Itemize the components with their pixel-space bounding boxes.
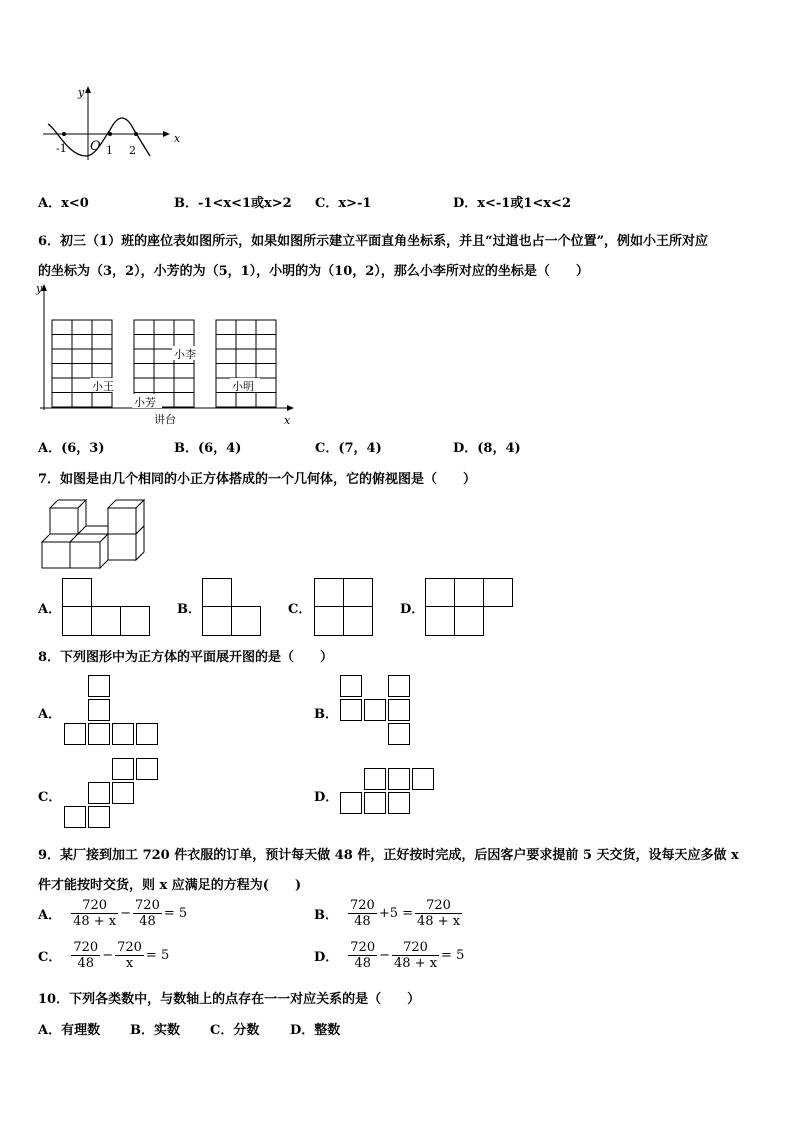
q9-c-operator: − bbox=[102, 948, 114, 963]
q8-option-d-label[interactable]: D． bbox=[314, 790, 339, 805]
q9-d-num2: 720 bbox=[392, 940, 439, 956]
seat-cell bbox=[92, 335, 112, 350]
q6-label-xiaoli: 小李 bbox=[174, 348, 196, 361]
seat-cell bbox=[256, 320, 276, 335]
q9-option-b[interactable] bbox=[314, 898, 462, 929]
seat-cell bbox=[72, 335, 92, 350]
seat-cell bbox=[72, 393, 92, 408]
q8-option-c-net[interactable] bbox=[64, 758, 164, 833]
q5-option-d[interactable]: D．x<-1或1<x<2 bbox=[453, 196, 571, 211]
q7-option-c-label[interactable]: C． bbox=[288, 602, 312, 617]
q9-a-rhs: = 5 bbox=[163, 906, 188, 921]
seat-cell bbox=[174, 378, 194, 393]
seat-cell bbox=[72, 349, 92, 364]
seat-cell bbox=[154, 335, 174, 350]
q8-option-b-net[interactable] bbox=[340, 675, 415, 750]
q9-c-fraction-2 bbox=[115, 940, 144, 971]
q6-x-label: x bbox=[284, 414, 291, 427]
q9-b-operator: +5 = bbox=[378, 906, 414, 921]
q9-a-fraction-1 bbox=[71, 898, 118, 929]
seat-cell bbox=[134, 364, 154, 379]
q7-option-b-label[interactable]: B． bbox=[177, 602, 201, 617]
q9-text-line2: 件才能按时交货，则 x 应满足的方程为( ) bbox=[38, 878, 302, 893]
q5-tick-neg1: -1 bbox=[56, 142, 67, 155]
seat-cell bbox=[216, 364, 236, 379]
q5-option-a[interactable]: A．x<0 bbox=[38, 196, 89, 211]
q7-option-c-figure[interactable] bbox=[314, 578, 374, 636]
seat-cell bbox=[92, 364, 112, 379]
q6-option-d[interactable]: D．(8，4) bbox=[453, 441, 521, 456]
q5-function-graph bbox=[38, 84, 188, 164]
q6-text-line2: 的坐标为（3，2），小芳的为（5，1），小明的为（10，2），那么小李所对应的坐标是（ ） bbox=[38, 264, 589, 279]
seat-cell bbox=[134, 320, 154, 335]
q9-d-operator: − bbox=[379, 948, 391, 963]
q5-option-c[interactable]: C．x>-1 bbox=[315, 196, 372, 211]
q9-b-den1: 48 bbox=[354, 914, 371, 929]
q9-option-c-label: C． bbox=[38, 950, 62, 965]
seat-cell bbox=[174, 393, 194, 408]
q7-cube-solid-figure bbox=[38, 496, 158, 572]
q6-label-xiaowang: 小王 bbox=[92, 380, 114, 393]
seat-cell bbox=[72, 378, 92, 393]
q8-option-a-label[interactable]: A． bbox=[38, 707, 62, 722]
q8-text: 8．下列图形中为正方体的平面展开图的是（ ） bbox=[38, 650, 334, 665]
q9-a-den1: 48 + x bbox=[73, 914, 117, 929]
q9-a-den2: 48 bbox=[139, 914, 156, 929]
seat-cell bbox=[256, 335, 276, 350]
q7-option-d-figure[interactable] bbox=[425, 578, 515, 636]
q9-c-den1: 48 bbox=[77, 956, 95, 971]
q9-d-fraction-1 bbox=[348, 940, 377, 971]
q9-d-fraction-2 bbox=[392, 940, 439, 971]
q5-origin: O bbox=[90, 139, 101, 154]
q9-option-a-label: A． bbox=[38, 908, 62, 923]
q5-y-label: y bbox=[78, 86, 85, 99]
seat-cell bbox=[72, 320, 92, 335]
seat-cell bbox=[216, 349, 236, 364]
q9-b-fraction-2 bbox=[415, 898, 462, 929]
seat-cell bbox=[154, 320, 174, 335]
q9-d-den2: 48 + x bbox=[394, 956, 438, 971]
q9-c-den2: x bbox=[125, 956, 134, 971]
q10-option-c[interactable]: C．分数 bbox=[210, 1023, 260, 1038]
q10-option-b[interactable]: B．实数 bbox=[130, 1023, 180, 1038]
q7-option-a-label[interactable]: A． bbox=[38, 602, 62, 617]
seat-cell bbox=[52, 364, 72, 379]
q9-b-fraction-1 bbox=[348, 898, 377, 929]
q9-option-b-label: B． bbox=[314, 908, 338, 923]
seat-cell bbox=[154, 364, 174, 379]
q10-option-d[interactable]: D．整数 bbox=[290, 1023, 341, 1038]
q10-text: 10．下列各类数中，与数轴上的点存在一一对应关系的是（ ） bbox=[38, 992, 421, 1007]
q9-b-den2: 48 + x bbox=[417, 914, 461, 929]
q9-option-c[interactable] bbox=[38, 940, 171, 971]
seat-cell bbox=[134, 335, 154, 350]
seat-cell bbox=[92, 393, 112, 408]
q8-option-b-label[interactable]: B． bbox=[314, 707, 338, 722]
q10-option-a[interactable]: A．有理数 bbox=[38, 1023, 101, 1038]
q7-text: 7．如图是由几个相同的小正方体搭成的一个几何体，它的俯视图是（ ） bbox=[38, 472, 477, 487]
q9-c-num1: 720 bbox=[73, 940, 99, 955]
q6-label-xiaofang: 小芳 bbox=[134, 396, 156, 409]
seat-cell bbox=[134, 349, 154, 364]
seat-cell bbox=[236, 393, 256, 408]
q6-label-xiaoming: 小明 bbox=[232, 380, 254, 393]
seat-cell bbox=[216, 393, 236, 408]
seat-cell bbox=[134, 378, 154, 393]
q9-option-a[interactable] bbox=[38, 898, 189, 929]
q9-c-rhs: = 5 bbox=[145, 948, 170, 963]
q9-a-num2: 720 bbox=[135, 898, 160, 913]
seat-cell bbox=[236, 364, 256, 379]
q5-x-label: x bbox=[174, 132, 181, 145]
q8-option-c-label[interactable]: C． bbox=[38, 790, 62, 805]
q6-text-line1: 6．初三（1）班的座位表如图所示，如果如图所示建立平面直角坐标系，并且“过道也占一个位置”，例如小王所对应 bbox=[38, 234, 709, 249]
q9-b-num2: 720 bbox=[415, 898, 462, 914]
q7-option-d-label[interactable]: D． bbox=[400, 602, 425, 617]
q6-option-c[interactable]: C．(7，4) bbox=[315, 441, 382, 456]
q9-a-operator: − bbox=[120, 906, 132, 921]
q9-c-num2: 720 bbox=[117, 940, 142, 955]
q6-y-label: y bbox=[36, 282, 43, 295]
q9-d-den1: 48 bbox=[354, 956, 371, 971]
seat-cell bbox=[216, 335, 236, 350]
q9-option-d-label: D． bbox=[314, 950, 339, 965]
seat-cell bbox=[52, 335, 72, 350]
seat-cell bbox=[154, 349, 174, 364]
seat-cell bbox=[236, 320, 256, 335]
seat-cell bbox=[236, 349, 256, 364]
q9-d-rhs: = 5 bbox=[441, 948, 465, 963]
seat-cell bbox=[52, 393, 72, 408]
seat-cell bbox=[154, 378, 174, 393]
q9-b-num1: 720 bbox=[350, 898, 375, 913]
seat-cell bbox=[216, 320, 236, 335]
seat-cell bbox=[174, 320, 194, 335]
seat-cell bbox=[256, 393, 276, 408]
q6-seating-chart bbox=[32, 280, 302, 428]
q6-label-podium: 讲台 bbox=[154, 413, 176, 426]
seat-cell bbox=[174, 364, 194, 379]
q5-option-b[interactable]: B．-1<x<1或x>2 bbox=[174, 196, 292, 211]
seat-cell bbox=[256, 349, 276, 364]
seat-cell bbox=[52, 320, 72, 335]
q9-c-fraction-1 bbox=[71, 940, 100, 971]
q6-option-b[interactable]: B．(6，4) bbox=[174, 441, 242, 456]
q9-a-fraction-2 bbox=[133, 898, 162, 929]
seat-cell bbox=[236, 335, 256, 350]
seat-cell bbox=[256, 364, 276, 379]
seat-cell bbox=[92, 349, 112, 364]
q5-tick-1: 1 bbox=[106, 144, 113, 157]
q7-option-b-figure[interactable] bbox=[202, 578, 262, 636]
q8-option-a-net[interactable] bbox=[64, 675, 164, 750]
q9-d-num1: 720 bbox=[350, 940, 376, 955]
q5-tick-2: 2 bbox=[129, 144, 136, 157]
q9-a-num1: 720 bbox=[71, 898, 118, 914]
seat-cell bbox=[92, 320, 112, 335]
seat-cell bbox=[52, 378, 72, 393]
q7-option-a-figure[interactable] bbox=[62, 578, 152, 636]
q9-text-line1: 9．某厂接到加工 720 件衣服的订单，预计每天做 48 件，正好按时完成，后因客户要求提前 5 天交货，设每天应多做 x bbox=[38, 848, 739, 863]
q6-option-a[interactable]: A．(6，3) bbox=[38, 441, 105, 456]
seat-cell bbox=[72, 364, 92, 379]
seat-cell bbox=[52, 349, 72, 364]
q8-option-d-net[interactable] bbox=[340, 768, 440, 820]
q9-option-d[interactable] bbox=[314, 940, 466, 971]
